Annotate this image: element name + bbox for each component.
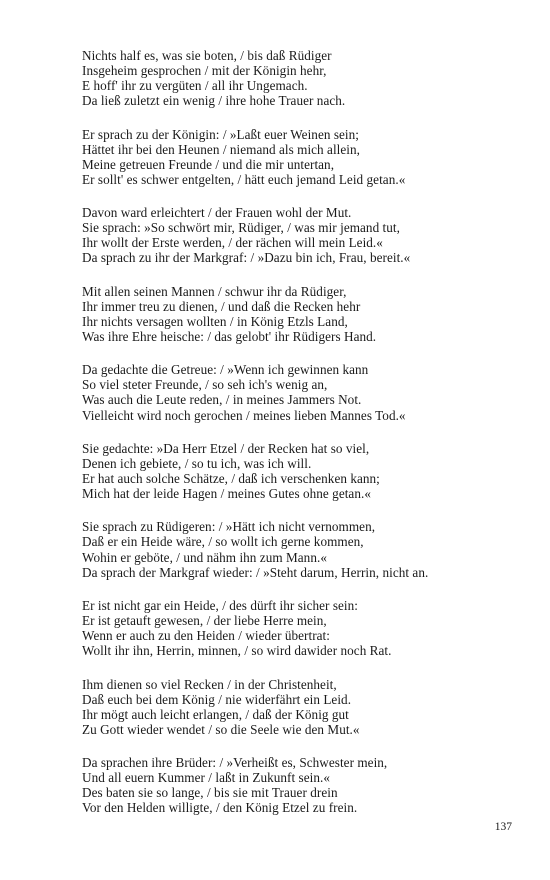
verse-line: Ihr immer treu zu dienen, / und daß die Recken hehr	[82, 298, 361, 314]
verse-line: Davon ward erleichtert / der Frauen wohl der Mut.	[82, 205, 352, 221]
verse-line: Was auch die Leute reden, / in meines Jammers Not.	[82, 392, 362, 408]
verse-line: Mich hat der leide Hagen / meines Gutes ohne getan.«	[82, 486, 371, 502]
verse-line: E hoff' ihr zu vergüten / all ihr Ungemach.	[82, 78, 308, 94]
verse-line: Vielleicht wird noch gerochen / meines lieben Mannes Tod.«	[82, 407, 406, 423]
stanza-10	[82, 755, 522, 815]
verse-line: Nichts half es, was sie boten, / bis daß Rüdiger	[82, 48, 332, 63]
verse-line: Da sprachen ihre Brüder: / »Verheißt es, Schwester mein,	[82, 755, 388, 771]
verse-line: Ihr nichts versagen wollten / in König Etzls Land,	[82, 313, 348, 329]
stanza-2	[82, 127, 522, 187]
verse-line: Meine getreuen Freunde / und die mir untertan,	[82, 156, 335, 172]
verse-line: Denen ich gebiete, / so tu ich, was ich will.	[82, 455, 312, 471]
verse-line: Da sprach zu ihr der Markgraf: / »Dazu bin ich, Frau, bereit.«	[82, 250, 411, 266]
verse-line: Da ließ zuletzt ein wenig / ihre hohe Trauer nach.	[82, 93, 346, 109]
poem-text	[82, 48, 522, 834]
verse-line: Sie sprach zu Rüdigeren: / »Hätt ich nicht vernommen,	[82, 519, 376, 535]
verse-line: Hättet ihr bei den Heunen / niemand als mich allein,	[82, 141, 360, 157]
verse-line: Daß er ein Heide wäre, / so wollt ich gerne kommen,	[82, 534, 364, 550]
stanza-5	[82, 362, 522, 422]
verse-line: Wohin er geböte, / und nähm ihn zum Mann.«	[82, 549, 327, 565]
verse-line: Er sprach zu der Königin: / »Laßt euer Weinen sein;	[82, 126, 359, 142]
verse-line: Ihr wollt der Erste werden, / der rächen will mein Leid.«	[82, 235, 383, 251]
verse-line: Des baten sie so lange, / bis sie mit Trauer drein	[82, 785, 338, 801]
verse-line: Mit allen seinen Mannen / schwur ihr da Rüdiger,	[82, 283, 347, 299]
verse-line: Zu Gott wieder wendet / so die Seele wie den Mut.«	[82, 721, 360, 737]
verse-line: Was ihre Ehre heische: / das gelobt' ihr Rüdigers Hand.	[82, 328, 377, 344]
verse-line: Da sprach der Markgraf wieder: / »Steht darum, Herrin, nicht an.	[82, 564, 429, 580]
verse-line: Sie gedachte: »Da Herr Etzel / der Recken hat so viel,	[82, 440, 370, 456]
stanza-4	[82, 284, 522, 344]
verse-line: Wenn er auch zu den Heiden / wieder übertrat:	[82, 628, 330, 644]
verse-line: Da gedachte die Getreue: / »Wenn ich gewinnen kann	[82, 362, 369, 378]
verse-line: Er hat auch solche Schätze, / daß ich verschenken kann;	[82, 471, 380, 486]
stanza-9	[82, 677, 522, 737]
verse-line: So viel steter Freunde, / so seh ich's wenig an,	[82, 377, 328, 393]
verse-line: Ihr mögt auch leicht erlangen, / daß der König gut	[82, 706, 349, 722]
verse-line: Und all euern Kummer / laßt in Zukunft sein.«	[82, 770, 330, 786]
verse-line: Wollt ihr ihn, Herrin, minnen, / so wird dawider noch Rat.	[82, 643, 392, 659]
stanza-7	[82, 519, 522, 579]
stanza-6	[82, 441, 522, 501]
verse-line: Vor den Helden willigte, / den König Etzel zu frein.	[82, 800, 358, 816]
verse-line: Insgeheim gesprochen / mit der Königin hehr,	[82, 63, 327, 79]
verse-line: Er ist nicht gar ein Heide, / des dürft ihr sicher sein:	[82, 597, 358, 613]
verse-line: Daß euch bei dem König / nie widerfährt ein Leid.	[82, 691, 352, 707]
verse-line: Ihm dienen so viel Recken / in der Christenheit,	[82, 676, 337, 692]
stanza-1	[82, 48, 522, 108]
stanza-3	[82, 205, 522, 265]
verse-line: Sie sprach: »So schwört mir, Rüdiger, / was mir jemand tut,	[82, 220, 400, 236]
verse-line: Er sollt' es schwer entgelten, / hätt euch jemand Leid getan.«	[82, 171, 406, 187]
page-number: 137	[494, 821, 512, 833]
verse-line: Er ist getauft gewesen, / der liebe Herre mein,	[82, 613, 327, 629]
stanza-8	[82, 598, 522, 658]
